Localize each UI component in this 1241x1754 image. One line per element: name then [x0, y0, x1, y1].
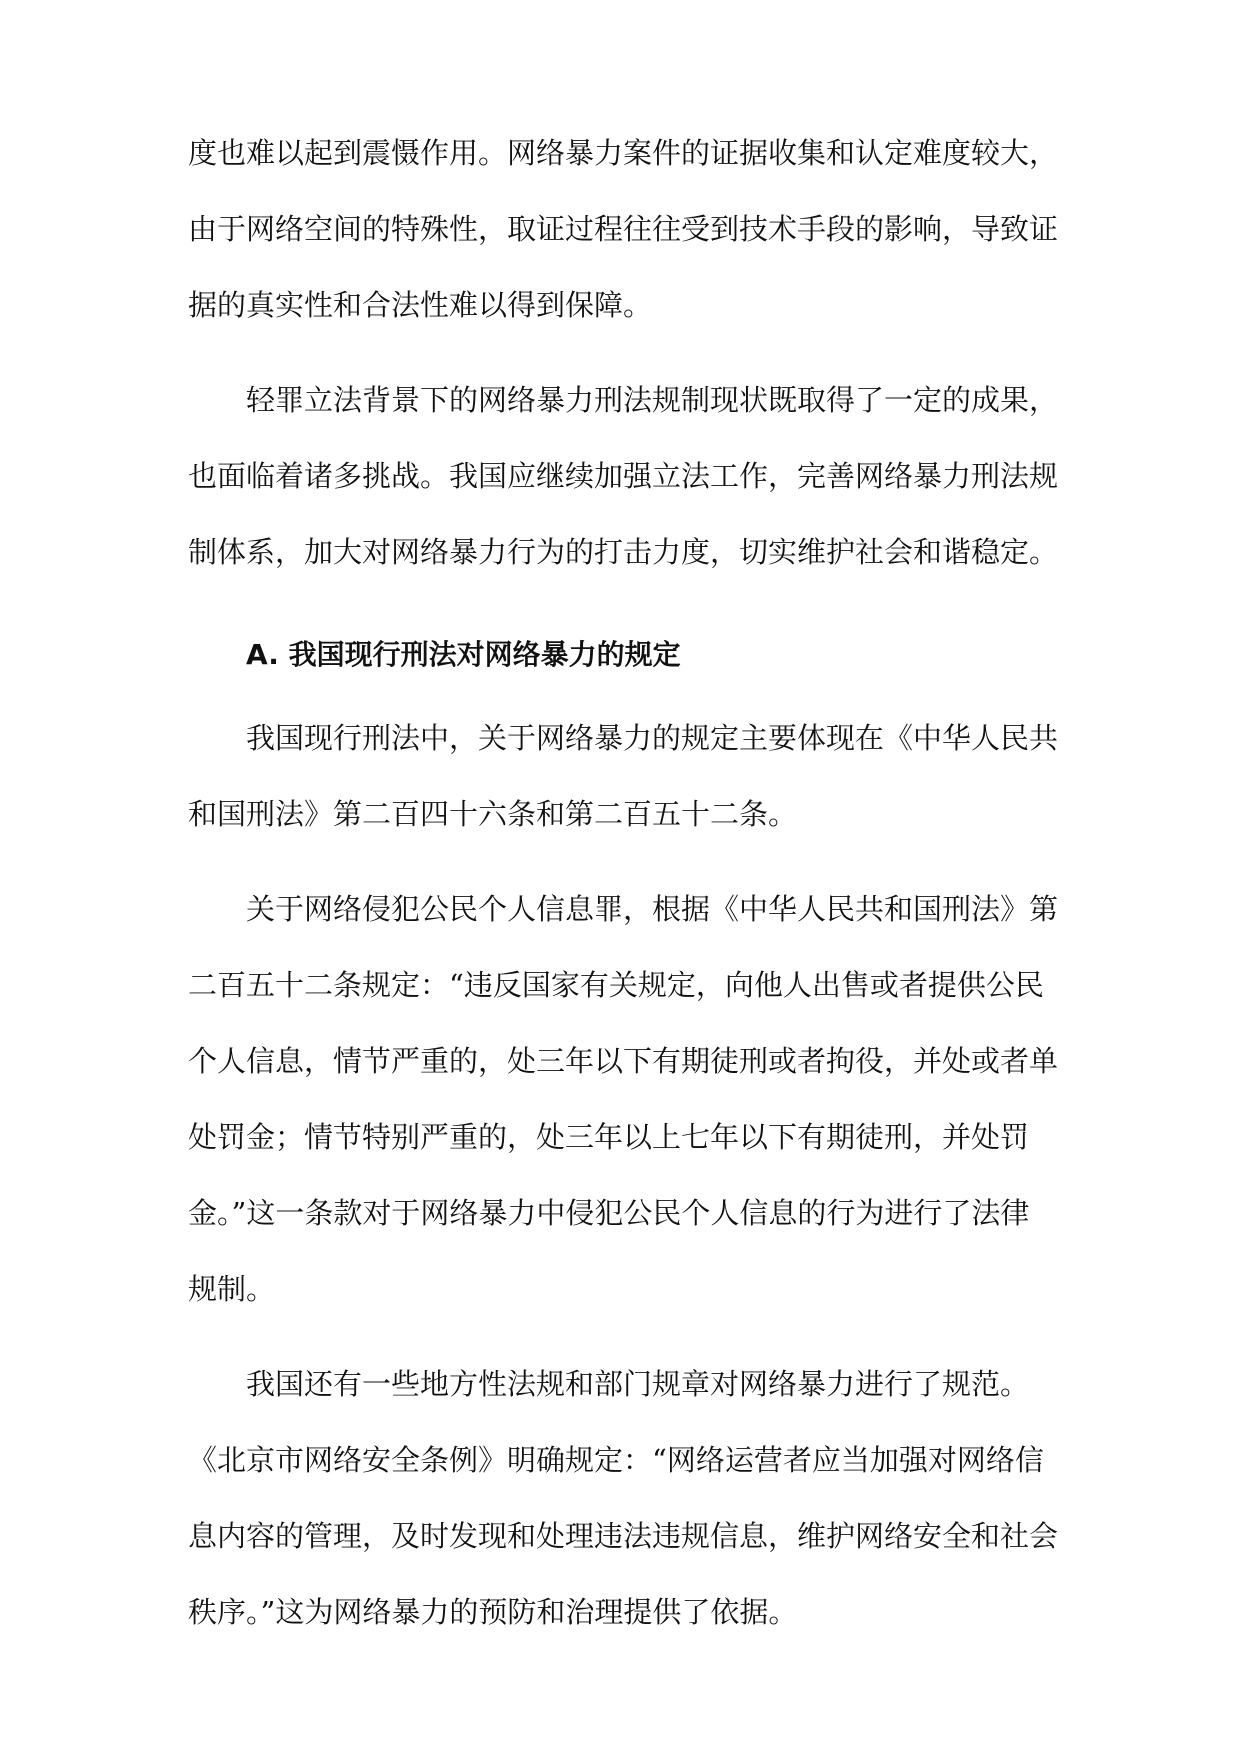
- paragraph-line: 由于网络空间的特殊性，取证过程往往受到技术手段的影响，导致证: [188, 212, 1059, 246]
- paragraph-line: 金。”这一条款对于网络暴力中侵犯公民个人信息的行为进行了法律: [188, 1196, 1030, 1230]
- paragraph-line: 个人信息，情节严重的，处三年以下有期徒刑或者拘役，并处或者单: [188, 1044, 1059, 1078]
- paragraph-line: 关于网络侵犯公民个人信息罪，根据《中华人民共和国刑法》第: [246, 892, 1059, 926]
- paragraph-line: 秩序。”这为网络暴力的预防和治理提供了依据。: [188, 1595, 798, 1629]
- paragraph-line: 据的真实性和合法性难以得到保障。: [188, 288, 653, 322]
- paragraph-line: 处罚金；情节特别严重的，处三年以上七年以下有期徒刑，并处罚: [188, 1120, 1030, 1154]
- section-heading: A. 我国现行刑法对网络暴力的规定: [246, 638, 681, 671]
- paragraph-line: 《北京市网络安全条例》明确规定：“网络运营者应当加强对网络信: [188, 1443, 1044, 1477]
- paragraph-line: 也面临着诸多挑战。我国应继续加强立法工作，完善网络暴力刑法规: [188, 459, 1059, 493]
- paragraph-line: 我国现行刑法中，关于网络暴力的规定主要体现在《中华人民共: [246, 721, 1059, 755]
- paragraph-line: 二百五十二条规定：“违反国家有关规定，向他人出售或者提供公民: [188, 968, 1044, 1002]
- paragraph-line: 我国还有一些地方性法规和部门规章对网络暴力进行了规范。: [246, 1367, 1030, 1401]
- paragraph-line: 规制。: [188, 1272, 276, 1306]
- paragraph-line: 度也难以起到震慑作用。网络暴力案件的证据收集和认定难度较大，: [188, 136, 1059, 170]
- paragraph-line: 和国刑法》第二百四十六条和第二百五十二条。: [188, 797, 798, 831]
- paragraph-line: 制体系，加大对网络暴力行为的打击力度，切实维护社会和谐稳定。: [188, 535, 1059, 569]
- paragraph-line: 息内容的管理，及时发现和处理违法违规信息，维护网络安全和社会: [188, 1519, 1059, 1553]
- paragraph-line: 轻罪立法背景下的网络暴力刑法规制现状既取得了一定的成果，: [246, 383, 1059, 417]
